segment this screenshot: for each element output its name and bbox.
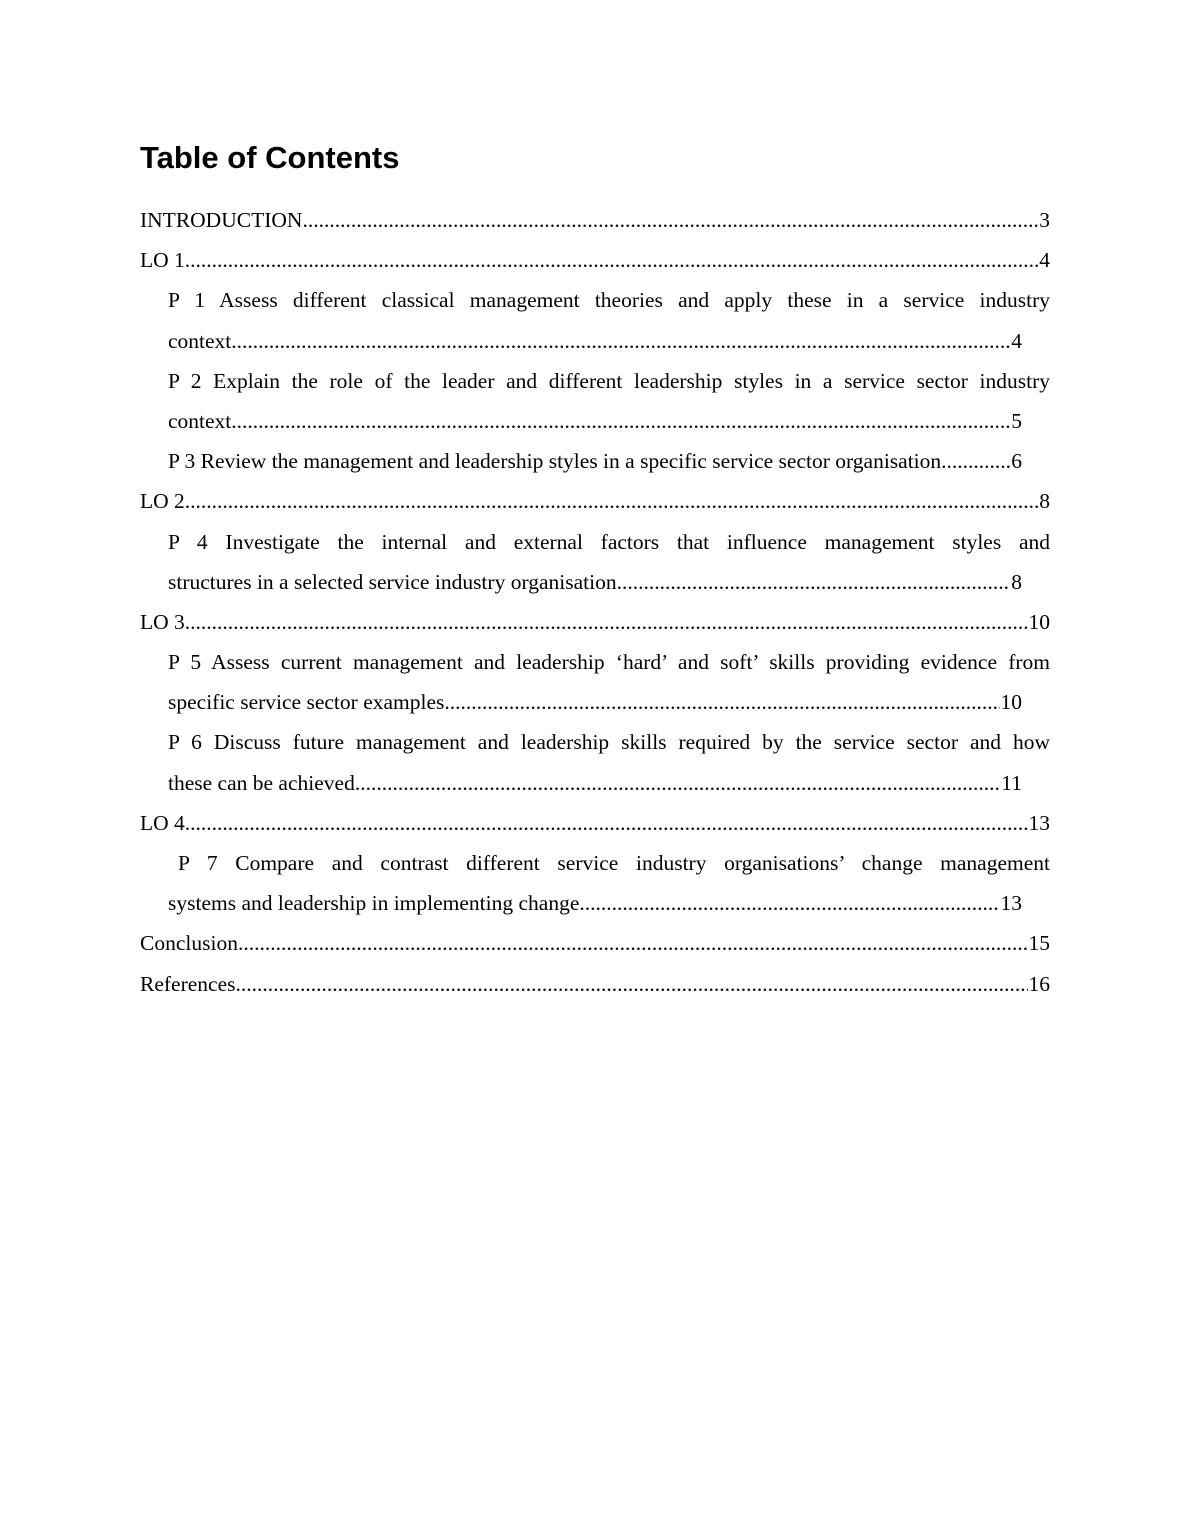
toc-title: Table of Contents bbox=[140, 140, 400, 175]
toc-entry-line2 bbox=[168, 883, 1022, 923]
toc-page-number: 13 bbox=[1028, 803, 1051, 843]
toc-page-number: 6 bbox=[1010, 441, 1022, 481]
toc-entry-label: References ..... bbox=[140, 972, 1050, 996]
toc-entry-p7[interactable] bbox=[140, 843, 1050, 923]
toc-entry-label-line1: P 7 Compare and contrast different service industry organisations’ change management bbox=[178, 851, 1050, 875]
toc-entry-line2 bbox=[168, 562, 1022, 602]
toc-page-number: 8 bbox=[1038, 481, 1050, 521]
toc-entry-line2 bbox=[168, 401, 1022, 441]
toc-entry-label-line2: specific service sector examples ..... bbox=[168, 690, 1022, 714]
toc-entry-label-line2: systems and leadership in implementing change ..... bbox=[168, 891, 1022, 915]
toc-entry-lo2[interactable] bbox=[140, 481, 1050, 521]
toc-page-number: 4 bbox=[1010, 321, 1022, 361]
toc-page-number: 13 bbox=[1000, 883, 1023, 923]
toc-entry-label-line2: context ..... bbox=[168, 409, 1022, 433]
toc-page-number: 8 bbox=[1010, 562, 1022, 602]
toc-entry-p1[interactable] bbox=[140, 280, 1050, 360]
toc-entry-label: Conclusion ..... bbox=[140, 931, 1050, 955]
toc-entry-conclusion[interactable] bbox=[140, 923, 1050, 963]
toc-entry-label-line1: P 4 Investigate the internal and external factors that influence management styles and bbox=[168, 529, 1050, 554]
toc-entry-label: P 3 Review the management and leadership styles in a specific service sector organisation ..... bbox=[168, 449, 1022, 473]
toc-entry-references[interactable] bbox=[140, 964, 1050, 1004]
toc-entry-p4[interactable] bbox=[140, 522, 1050, 602]
toc-page-number: 10 bbox=[1028, 602, 1051, 642]
toc-entry-line2 bbox=[168, 321, 1022, 361]
toc-entry-label-line1: P 1 Assess different classical management theories and apply these in a service industry bbox=[168, 288, 1050, 313]
toc-page-number: 15 bbox=[1028, 923, 1051, 963]
toc-entry-introduction[interactable] bbox=[140, 200, 1050, 240]
toc-entry-p2[interactable] bbox=[140, 361, 1050, 441]
toc-entry-label-line2: structures in a selected service industry organisation ..... bbox=[168, 570, 1022, 594]
toc-page-number: 16 bbox=[1028, 964, 1051, 1004]
toc-entry-label: LO 4 ..... bbox=[140, 811, 1050, 835]
toc-entry-line2 bbox=[168, 682, 1022, 722]
toc-page-number: 5 bbox=[1010, 401, 1022, 441]
toc-entry-p5[interactable] bbox=[140, 642, 1050, 722]
toc-page-number: 11 bbox=[1000, 763, 1022, 803]
toc-entry-label: LO 1 ..... bbox=[140, 248, 1050, 272]
toc-entry-label: LO 2 ..... bbox=[140, 489, 1050, 513]
toc-entry-label-line1: P 2 Explain the role of the leader and different leadership styles in a service sector industry bbox=[168, 368, 1050, 393]
toc-entry-p6[interactable] bbox=[140, 722, 1050, 802]
toc-entry-label-line1: P 6 Discuss future management and leadership skills required by the service sector and how bbox=[168, 730, 1050, 755]
toc-entry-p3[interactable] bbox=[168, 441, 1022, 481]
toc-entry-label-line2: context ..... bbox=[168, 329, 1022, 353]
toc-entry-label-line1: P 5 Assess current management and leadership ‘hard’ and soft’ skills providing evidence from bbox=[168, 650, 1050, 675]
toc-entry-line2 bbox=[168, 763, 1022, 803]
toc-page-number: 4 bbox=[1038, 240, 1050, 280]
toc-entry-lo3[interactable] bbox=[140, 602, 1050, 642]
toc-page-number: 3 bbox=[1038, 200, 1050, 240]
table-of-contents bbox=[140, 200, 1050, 1004]
toc-entry-label: LO 3 ..... bbox=[140, 610, 1050, 634]
toc-entry-label: INTRODUCTION ..... bbox=[140, 208, 1050, 232]
toc-entry-lo4[interactable] bbox=[140, 803, 1050, 843]
toc-entry-lo1[interactable] bbox=[140, 240, 1050, 280]
toc-page-number: 10 bbox=[1000, 682, 1023, 722]
toc-entry-label-line2: these can be achieved ..... bbox=[168, 771, 1022, 795]
